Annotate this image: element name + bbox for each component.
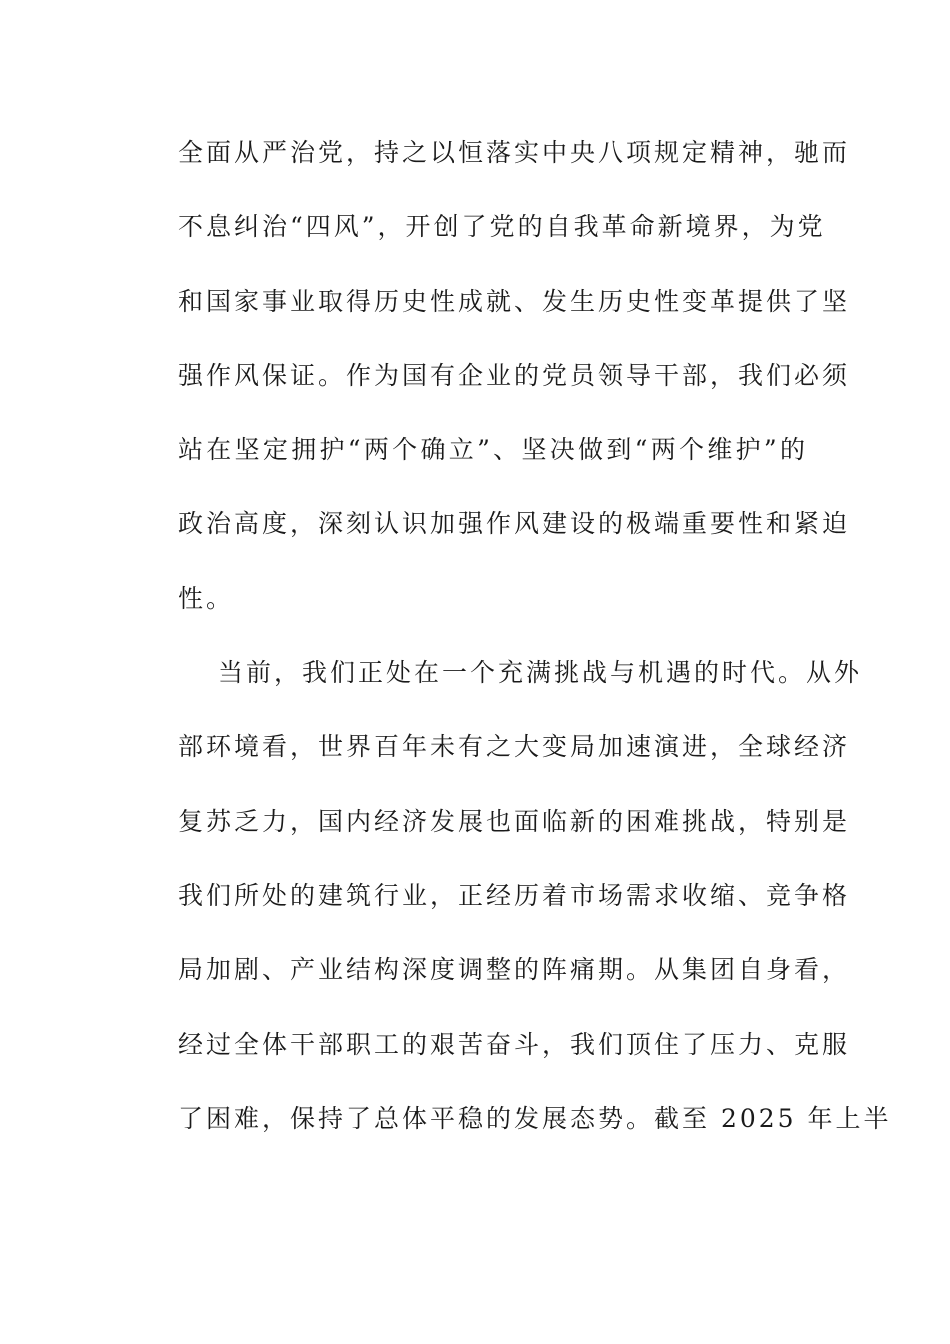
text-line: 了困难，保持了总体平稳的发展态势。截至 2025 年上半 — [178, 1103, 892, 1133]
text-line: 站在坚定拥护“两个确立”、坚决做到“两个维护”的 — [178, 435, 808, 465]
text-line: 和国家事业取得历史性成就、发生历史性变革提供了坚 — [178, 286, 851, 316]
text-line: 性。 — [178, 583, 235, 613]
text-line: 经过全体干部职工的艰苦奋斗，我们顶住了压力、克服 — [178, 1029, 851, 1059]
paragraph-start-line: 当前，我们正处在一个充满挑战与机遇的时代。从外 — [218, 658, 863, 688]
text-line: 复苏乏力，国内经济发展也面临新的困难挑战，特别是 — [178, 806, 851, 836]
text-line: 政治高度，深刻认识加强作风建设的极端重要性和紧迫 — [178, 509, 851, 539]
text-line: 局加剧、产业结构深度调整的阵痛期。从集团自身看， — [178, 955, 851, 985]
text-line: 全面从严治党，持之以恒落实中央八项规定精神，驰而 — [178, 138, 851, 167]
text-line: 部环境看，世界百年未有之大变局加速演进，全球经济 — [178, 732, 851, 762]
text-line: 不息纠治“四风”，开创了党的自我革命新境界，为党 — [178, 212, 826, 242]
body-text — [178, 131, 892, 1171]
text-line: 我们所处的建筑行业，正经历着市场需求收缩、竞争格 — [178, 880, 851, 910]
text-line: 强作风保证。作为国有企业的党员领导干部，我们必须 — [178, 360, 851, 390]
